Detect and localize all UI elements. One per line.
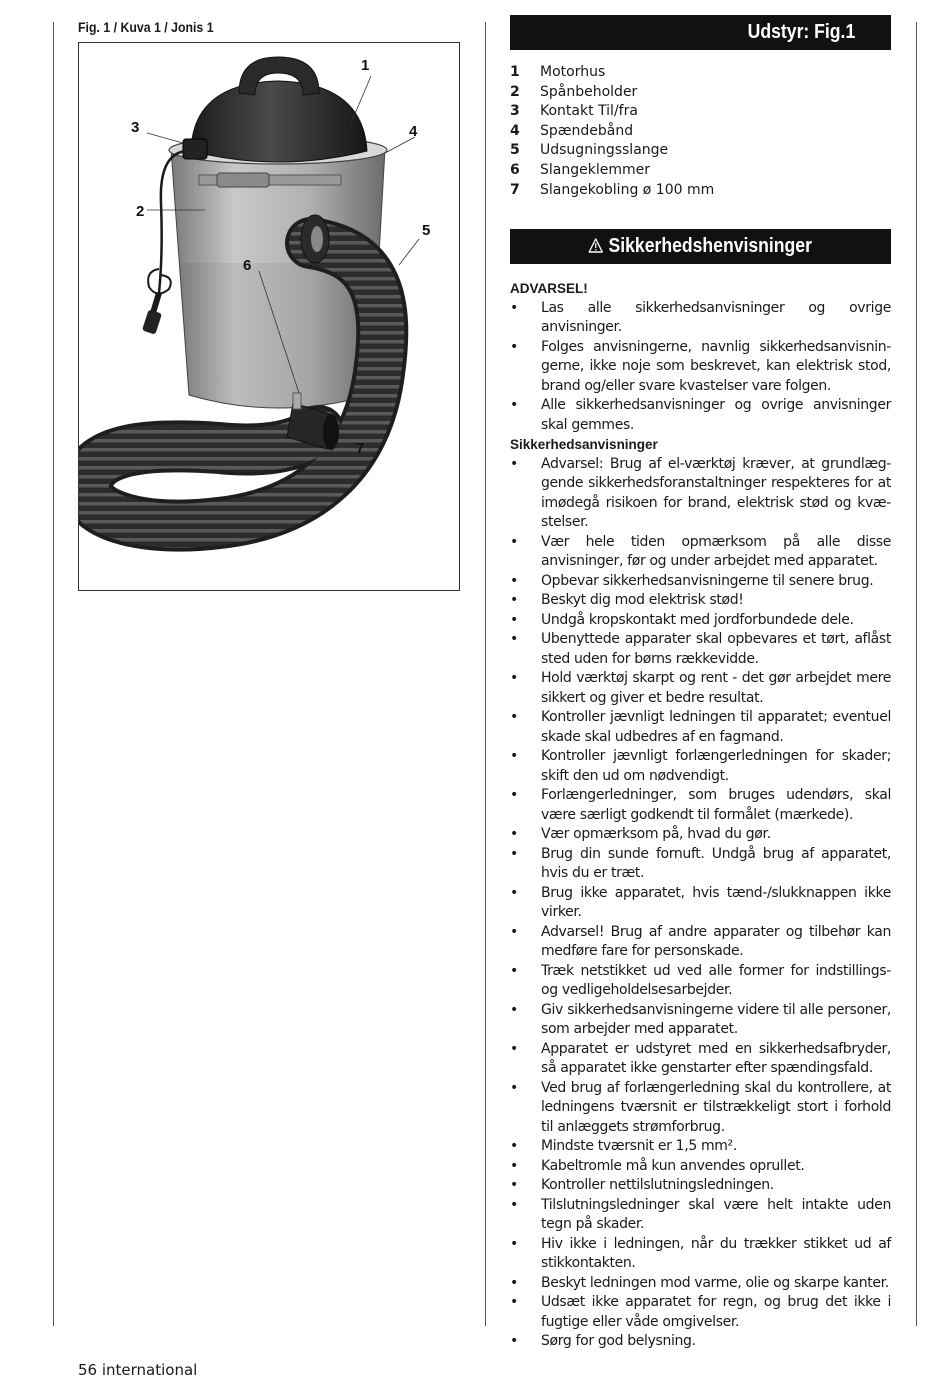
list-item: 3 Kontakt Til/fra xyxy=(510,103,638,120)
warning-triangle-icon xyxy=(589,238,604,253)
callout-3: 3 xyxy=(131,119,140,136)
list-item: 6 Slangeklemmer xyxy=(510,161,650,178)
list-item: • Sørg for god belysning. xyxy=(510,1332,891,1352)
equipment-list xyxy=(510,63,890,200)
list-item: • Las alle sikkerhedsanvisninger og ovrige anvisninger. xyxy=(510,299,891,338)
list-item: • Kontroller jævnligt forlængerledningen for skader; skift den ud om nødvendigt. xyxy=(510,747,891,786)
callout-4: 4 xyxy=(409,123,418,140)
list-item: • Advarsel: Brug af el-værktøj kræver, at grundlæg-gende sikkerhedsforanstaltninger respekteres for at imødegå risikoen for brand, elektrisk stød og kvæ-stelser. xyxy=(510,455,891,533)
list-item: 7 Slangekobling ø 100 mm xyxy=(510,181,715,198)
list-item: • Undgå kropskontakt med jordforbundede dele. xyxy=(510,611,891,631)
safety-sub-heading: Sikkerhedsanvisninger xyxy=(510,437,658,452)
callout-7: 7 xyxy=(356,440,365,457)
figure-caption: Fig. 1 / Kuva 1 / Jonis 1 xyxy=(78,19,214,35)
column-rule-middle xyxy=(485,22,486,1326)
list-item: 4 Spændebånd xyxy=(510,122,634,139)
list-item: • Advarsel! Brug af andre apparater og tilbehør kan medføre fare for personskade. xyxy=(510,923,891,962)
list-item: • Kontroller nettilslutningsledningen. xyxy=(510,1176,891,1196)
list-item: • Vær opmærksom på, hvad du gør. xyxy=(510,825,891,845)
list-item: • Giv sikkerhedsanvisningerne videre til alle personer, som arbejder med apparatet. xyxy=(510,1001,891,1040)
safety-title: Sikkerhedshenvisninger xyxy=(608,235,813,257)
column-rule-right xyxy=(916,22,917,1326)
list-item: • Kabeltromle må kun anvendes oprullet. xyxy=(510,1157,891,1177)
list-item: • Kontroller jævnligt ledningen til apparatet; eventuel skade skal udbedres af en fagmand. xyxy=(510,708,891,747)
list-item: • Folges anvisningerne, navnlig sikkerhedsanvisnin-gerne, ikke noje som beskrevet, kan elektrisk stod, brand og/eller svare kvastelser vare folgen. xyxy=(510,338,891,397)
equipment-header xyxy=(510,15,891,50)
list-item: 2 Spånbeholder xyxy=(510,83,638,100)
list-item: • Brug din sunde fornuft. Undgå brug af apparatet, hvis du er træt. xyxy=(510,845,891,884)
list-item: • Tilslutningsledninger skal være helt intakte uden tegn på skader. xyxy=(510,1196,891,1235)
equipment-title: Udstyr: Fig.1 xyxy=(747,21,855,43)
page-footer: 56 international xyxy=(78,1361,198,1379)
list-item: • Beskyt ledningen mod varme, olie og skarpe kanter. xyxy=(510,1274,891,1294)
list-item: • Apparatet er udstyret med en sikkerhedsafbryder, så apparatet ikke genstarter efter spændingsfald. xyxy=(510,1040,891,1079)
callout-5: 5 xyxy=(422,222,431,239)
list-item: • Udsæt ikke apparatet for regn, og brug det ikke i fugtige eller våde omgivelser. xyxy=(510,1293,891,1332)
warning-list xyxy=(510,299,891,436)
list-item: • Beskyt dig mod elektrisk stød! xyxy=(510,591,891,611)
callout-2: 2 xyxy=(136,203,145,220)
dust-extractor-figure xyxy=(78,42,460,591)
list-item: • Ubenyttede apparater skal opbevares et tørt, aflåst sted uden for børns rækkevidde. xyxy=(510,630,891,669)
warning-heading: ADVARSEL! xyxy=(510,281,588,296)
list-item: • Vær hele tiden opmærksom på alle disse anvisninger, før og under arbejdet med apparatet. xyxy=(510,533,891,572)
list-item: • Træk netstikket ud ved alle former for indstillings- og vedligeholdelsesarbejder. xyxy=(510,962,891,1001)
safety-section xyxy=(510,279,891,1352)
dust-extractor-illustration xyxy=(79,43,459,590)
list-item: • Hiv ikke i ledningen, når du trækker stikket ud af stikkontakten. xyxy=(510,1235,891,1274)
list-item: • Brug ikke apparatet, hvis tænd-/slukknappen ikke virker. xyxy=(510,884,891,923)
list-item: 5 Udsugningsslange xyxy=(510,142,669,159)
safety-header xyxy=(510,229,891,264)
safety-list xyxy=(510,455,891,1352)
list-item: • Opbevar sikkerhedsanvisningerne til senere brug. xyxy=(510,572,891,592)
list-item: • Hold værktøj skarpt og rent - det gør arbejdet mere sikkert og giver et bedre resultat. xyxy=(510,669,891,708)
list-item: • Forlængerledninger, som bruges udendørs, skal være særligt godkendt til formålet (mærkede). xyxy=(510,786,891,825)
callout-6: 6 xyxy=(243,257,252,274)
list-item: • Ved brug af forlængerledning skal du kontrollere, at ledningens tværsnit er tilstrækkeligt stort i forhold til anlæggets strømforbrug. xyxy=(510,1079,891,1138)
column-rule-left xyxy=(53,22,54,1326)
list-item: • Alle sikkerhedsanvisninger og ovrige anvisninger skal gemmes. xyxy=(510,396,891,435)
callout-1: 1 xyxy=(361,57,370,74)
list-item: 1 Motorhus xyxy=(510,64,606,80)
list-item: • Mindste tværsnit er 1,5 mm². xyxy=(510,1137,891,1157)
